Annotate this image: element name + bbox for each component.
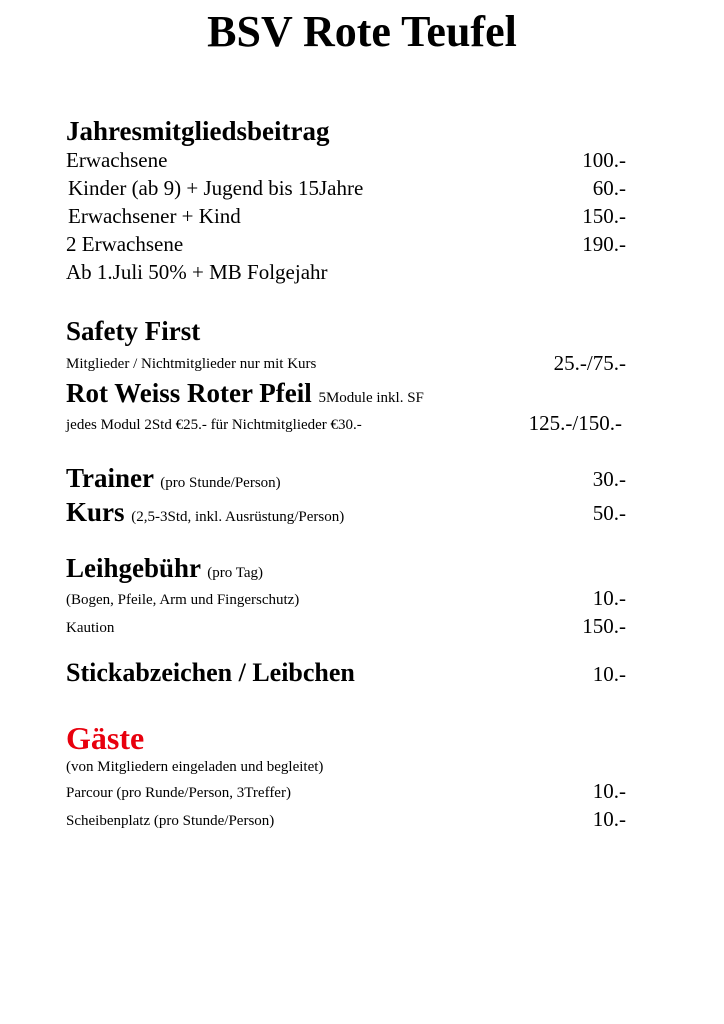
- pfeil-row-label: jedes Modul 2Std €25.- für Nichtmitglieder €30.-: [66, 417, 362, 433]
- fee-label-erwachsener-kind: Erwachsener + Kind: [68, 204, 241, 228]
- leih-heading-text: Leihgebühr: [66, 553, 201, 583]
- gaeste-row-price-scheibenplatz: 10.-: [592, 807, 626, 831]
- pfeil-row-price: 125.-/150.-: [528, 411, 622, 435]
- trainer-heading-text: Trainer: [66, 463, 154, 493]
- fee-label-2-erwachsene: 2 Erwachsene: [66, 232, 184, 256]
- leih-row-price-ausruestung: 10.-: [592, 586, 626, 610]
- leih-row-label-kaution: Kaution: [66, 620, 115, 636]
- fee-price-erwachsener-kind: 150.-: [582, 204, 626, 228]
- section-heading-rot-weiss-roter-pfeil: [66, 380, 424, 407]
- fee-price-2-erwachsene: 190.-: [582, 232, 626, 256]
- fee-label-kinder: Kinder (ab 9) + Jugend bis 15Jahre: [68, 176, 364, 200]
- kurs-note: (2,5-3Std, inkl. Ausrüstung/Person): [131, 509, 345, 525]
- kurs-price: 50.-: [592, 501, 626, 525]
- trainer-price: 30.-: [592, 467, 626, 491]
- leih-row-price-kaution: 150.-: [582, 614, 626, 638]
- gaeste-row-price-parcour: 10.-: [592, 779, 626, 803]
- section-heading-kurs: [66, 499, 344, 526]
- pfeil-heading-note: 5Module inkl. SF: [318, 390, 424, 406]
- safety-row-label: Mitglieder / Nichtmitglieder nur mit Kurs: [66, 356, 317, 372]
- leih-row-label-ausruestung: (Bogen, Pfeile, Arm und Fingerschutz): [66, 592, 300, 608]
- safety-row-price: 25.-/75.-: [553, 351, 626, 375]
- gaeste-note: (von Mitgliedern eingeladen und begleitet): [66, 759, 324, 775]
- section-heading-gaeste: Gäste: [66, 720, 145, 756]
- section-heading-trainer: [66, 465, 281, 492]
- fee-price-kinder: 60.-: [592, 176, 626, 200]
- kurs-heading-text: Kurs: [66, 497, 125, 527]
- section-heading-stickabzeichen: Stickabzeichen / Leibchen: [66, 658, 355, 687]
- section-heading-jahresmitgliedsbeitrag: Jahresmitgliedsbeitrag: [66, 116, 330, 146]
- fee-label-erwachsene: Erwachsene: [66, 148, 168, 172]
- gaeste-row-label-scheibenplatz: Scheibenplatz (pro Stunde/Person): [66, 813, 275, 829]
- trainer-note: (pro Stunde/Person): [160, 475, 281, 491]
- section-heading-leihgebuehr: [66, 555, 263, 582]
- section-heading-safety-first: Safety First: [66, 316, 201, 346]
- fee-note-halbjahr: Ab 1.Juli 50% + MB Folgejahr: [66, 260, 328, 284]
- stick-price: 10.-: [592, 662, 626, 686]
- gaeste-row-label-parcour: Parcour (pro Runde/Person, 3Treffer): [66, 785, 291, 801]
- leih-note: (pro Tag): [207, 565, 264, 581]
- page-title: BSV Rote Teufel: [207, 7, 517, 56]
- pfeil-heading-text: Rot Weiss Roter Pfeil: [66, 378, 312, 408]
- fee-price-erwachsene: 100.-: [582, 148, 626, 172]
